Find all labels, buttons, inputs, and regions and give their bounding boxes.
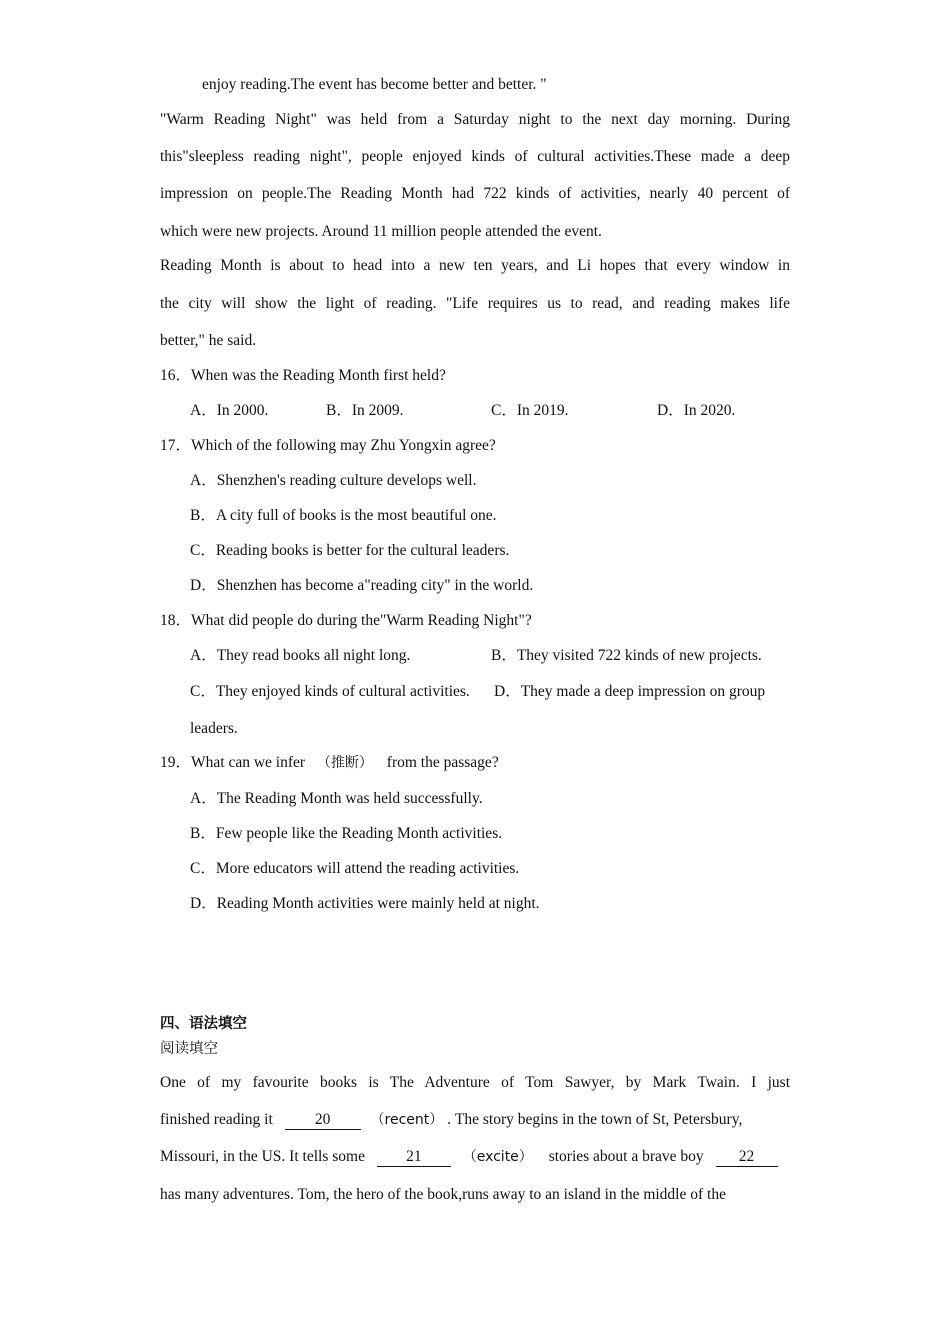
section-heading: 四、语法填空 [160, 1016, 247, 1032]
passage-line: impression on people.The Reading Month had 722 kinds of activities, nearly 40 percent of [160, 185, 790, 202]
question-19-option-d[interactable]: D．Reading Month activities were mainly held at night. [190, 895, 540, 912]
question-18-option-a[interactable]: A．They read books all night long. [190, 647, 411, 664]
question-17-option-b[interactable]: B．A city full of books is the most beautiful one. [190, 507, 497, 524]
question-17-option-d[interactable]: D．Shenzhen has become a"reading city" in the world. [190, 577, 534, 594]
passage-line: which were new projects. Around 11 million people attended the event. [160, 223, 602, 240]
question-19-option-b[interactable]: B．Few people like the Reading Month activities. [190, 825, 503, 842]
passage-line: the city will show the light of reading. "Life requires us to read, and reading makes life [160, 295, 790, 312]
cloze-line [160, 1110, 742, 1130]
passage-line: enjoy reading.The event has become better and better. " [202, 76, 547, 93]
question-19-stem-start: 19．What can we infer [160, 754, 306, 771]
question-18-option-d-continued: leaders. [190, 720, 238, 737]
passage-line: better," he said. [160, 332, 257, 349]
passage-line: this"sleepless reading night", people enjoyed kinds of cultural activities.These made a deep [160, 148, 790, 165]
cloze-text: . The story begins in the town of St, Petersbury, [447, 1111, 743, 1128]
question-17-option-c[interactable]: C．Reading books is better for the cultural leaders. [190, 542, 510, 559]
question-18-option-d[interactable]: D．They made a deep impression on group [494, 683, 766, 700]
cloze-text: stories about a brave boy [548, 1148, 704, 1165]
question-16-option-b[interactable]: B．In 2009. [326, 402, 404, 419]
cloze-blank-20[interactable]: 20 [285, 1111, 361, 1130]
question-19-option-c[interactable]: C．More educators will attend the reading activities. [190, 860, 520, 877]
passage-line: Reading Month is about to head into a new ten years, and Li hopes that every window in [160, 257, 790, 274]
question-19-gloss: （推断） [316, 755, 373, 771]
cloze-hint-20: （recent） [370, 1112, 444, 1128]
cloze-blank-22[interactable]: 22 [716, 1148, 778, 1167]
cloze-text: finished reading it [160, 1111, 273, 1128]
question-16-option-a[interactable]: A．In 2000. [190, 402, 269, 419]
cloze-line: has many adventures. Tom, the hero of the book,runs away to an island in the middle of the [160, 1186, 726, 1203]
cloze-text: Missouri, in the US. It tells some [160, 1148, 365, 1165]
question-17-option-a[interactable]: A．Shenzhen's reading culture develops well. [190, 472, 477, 489]
question-16-option-c[interactable]: C．In 2019. [491, 402, 569, 419]
question-19-option-a[interactable]: A．The Reading Month was held successfully. [190, 790, 483, 807]
section-subheading: 阅读填空 [160, 1041, 218, 1057]
cloze-line: One of my favourite books is The Adventure of Tom Sawyer, by Mark Twain. I just [160, 1074, 790, 1091]
question-17-stem: 17．Which of the following may Zhu Yongxin agree? [160, 437, 496, 454]
cloze-hint-21: （excite） [462, 1149, 533, 1165]
question-16-stem: 16．When was the Reading Month first held? [160, 367, 446, 384]
question-16-option-d[interactable]: D．In 2020. [657, 402, 736, 419]
question-19-stem [160, 753, 499, 773]
question-18-stem: 18．What did people do during the"Warm Reading Night"? [160, 612, 532, 629]
question-18-option-b[interactable]: B．They visited 722 kinds of new projects. [491, 647, 762, 664]
question-18-option-c[interactable]: C．They enjoyed kinds of cultural activities. [190, 683, 470, 700]
cloze-line [160, 1147, 778, 1167]
question-19-stem-end: from the passage? [386, 754, 499, 771]
cloze-blank-21[interactable]: 21 [377, 1148, 451, 1167]
passage-line: "Warm Reading Night" was held from a Saturday night to the next day morning. During [160, 111, 790, 128]
